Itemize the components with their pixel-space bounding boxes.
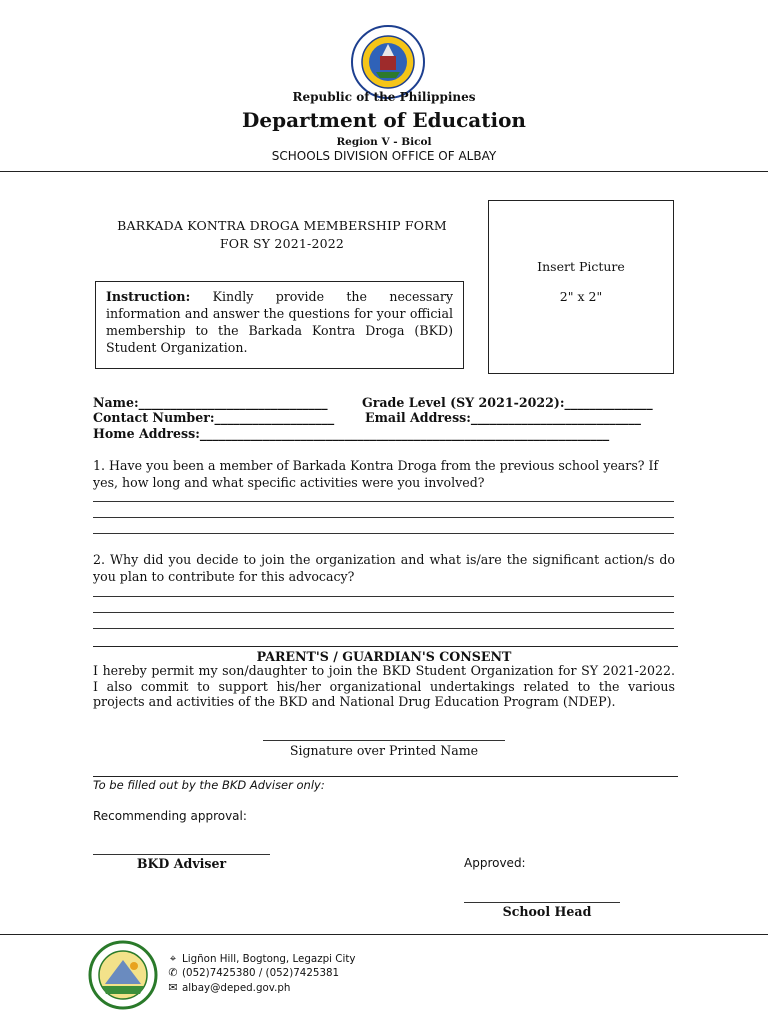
recommending-label: Recommending approval: (93, 809, 247, 823)
answer-line[interactable] (93, 501, 674, 502)
republic-text: Republic of the Philippines (292, 90, 476, 104)
signature-line[interactable] (263, 740, 505, 741)
home-address-field[interactable]: Home Address:_________________________________________________________________ (93, 426, 610, 441)
answer-line[interactable] (93, 533, 674, 534)
map-pin-icon: ⌖ (169, 952, 177, 965)
answer-line[interactable] (93, 517, 674, 518)
footer-email-text[interactable]: albay@deped.gov.ph (182, 982, 291, 994)
consent-text: I hereby permit my son/daughter to join the BKD Student Organization for SY 2021-2022. I also commit to support his/her organizational undertakings related to the various projects and activities of the BKD and National Drug Education Program (NDEP). (93, 663, 675, 709)
approved-label: Approved: (464, 856, 526, 870)
question-1: 1. Have you been a member of Barkada Kontra Droga from the previous school years? If yes, how long and what specific activities were you involved? (93, 458, 659, 490)
footer-address-text: Ligñon Hill, Bogtong, Legazpi City (182, 953, 356, 965)
name-field[interactable]: Name:______________________________ (93, 395, 328, 410)
photo-box[interactable] (488, 200, 674, 374)
photo-size: 2" x 2" (559, 289, 603, 304)
email-address-field[interactable]: Email Address:___________________________ (365, 410, 641, 425)
division-seal-logo (88, 940, 158, 1010)
grade-level-field[interactable]: Grade Level (SY 2021-2022):______________ (362, 395, 653, 410)
deped-seal-logo (350, 24, 426, 100)
answer-line[interactable] (93, 628, 674, 629)
school-head-label: School Head (502, 904, 592, 919)
photo-label: Insert Picture (537, 259, 625, 274)
footer-phone-text: (052)7425380 / (052)7425381 (182, 967, 340, 979)
contact-number-field[interactable]: Contact Number:___________________ (93, 410, 335, 425)
adviser-label: BKD Adviser (136, 856, 227, 871)
consent-heading: PARENT'S / GUARDIAN'S CONSENT (256, 649, 512, 664)
footer-address (167, 952, 355, 966)
header-divider (0, 171, 768, 172)
signature-label: Signature over Printed Name (289, 743, 479, 758)
department-title: Department of Education (242, 108, 526, 132)
instruction-text: Kindly provide the necessary information and answer the questions for your official membership to the Barkada Kontra Droga (BKD) Student Organization. (106, 289, 453, 355)
form-title-line2: FOR SY 2021-2022 (219, 236, 345, 251)
answer-line[interactable] (93, 612, 674, 613)
region-text: Region V - Bicol (336, 136, 432, 148)
footer-phone (167, 966, 339, 979)
phone-icon: ✆ (168, 966, 178, 979)
email-icon: ✉ (168, 981, 178, 994)
instruction-label: Instruction: (106, 289, 191, 304)
footer-email[interactable] (167, 981, 290, 994)
form-title-line1: BARKADA KONTRA DROGA MEMBERSHIP FORM (117, 218, 447, 233)
section-divider (93, 646, 678, 647)
adviser-note: To be filled out by the BKD Adviser only: (93, 778, 325, 792)
answer-line[interactable] (93, 596, 674, 597)
footer-divider (0, 934, 768, 935)
instruction-box (95, 281, 464, 369)
division-text: SCHOOLS DIVISION OFFICE OF ALBAY (271, 149, 497, 163)
question-2: 2. Why did you decide to join the organization and what is/are the significant action/s do you plan to contribute for this advocacy? (93, 552, 675, 584)
